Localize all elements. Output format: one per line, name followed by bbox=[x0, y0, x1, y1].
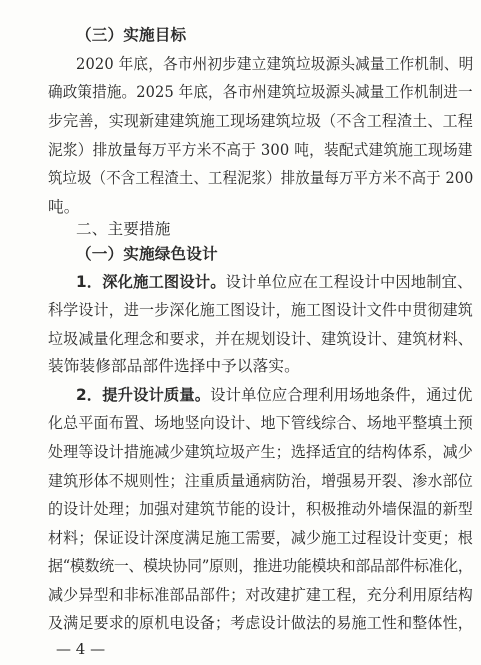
item-first-line bbox=[76, 386, 473, 404]
paragraph-line: 确政策措施。2025 年底，各市州建筑垃圾源头减量工作机制进一 bbox=[48, 83, 473, 101]
item-first-line bbox=[76, 273, 473, 291]
section-heading-implementation-goals: （三）实施目标 bbox=[76, 26, 187, 44]
part-heading-main-measures: 二、主要措施 bbox=[76, 220, 171, 239]
paragraph-line: 吨。 bbox=[48, 197, 80, 216]
paragraph-line: 材料；保证设计深度满足施工需要，减少施工过程设计变更；根 bbox=[48, 528, 473, 547]
paragraph-line: 垃圾减量化理念和要求，并在规划设计、建筑设计、建筑材料、 bbox=[48, 329, 473, 348]
item-lead-improve-design-quality: 2．提升设计质量。 bbox=[76, 385, 211, 404]
paragraph-line: 处理等设计措施减少建筑垃圾产生；选择适宜的结构体系，减少 bbox=[48, 442, 473, 461]
item-lead-deepen-drawing-design: 1．深化施工图设计。 bbox=[76, 272, 226, 291]
paragraph-line: 步完善，实现新建建筑施工现场建筑垃圾（不含工程渣土、工程 bbox=[48, 112, 473, 131]
paragraph-line: 筑垃圾（不含工程渣土、工程泥浆）排放量每万平方米不高于 200 bbox=[48, 169, 474, 188]
paragraph-line: 据“模数统一、模块协同”原则，推进功能模块和部品部件标准化， bbox=[48, 557, 473, 575]
paragraph-line: 减少异型和非标准部品部件；对改建扩建工程，充分利用原结构 bbox=[48, 585, 473, 604]
paragraph-line: 科学设计，进一步深化施工图设计，施工图设计文件中贯彻建筑 bbox=[48, 301, 473, 320]
paragraph-line: 装饰装修部品部件选择中予以落实。 bbox=[48, 357, 300, 376]
paragraph-line: 泥浆）排放量每万平方米不高于 300 吨，装配式建筑施工现场建 bbox=[48, 140, 473, 159]
paragraph-line: 建筑形体不规则性；注重质量通病防治，增强易开裂、渗水部位 bbox=[48, 471, 473, 490]
item-text: 设计单位应在工程设计中因地制宜、 bbox=[225, 272, 473, 291]
item-text: 设计单位应合理利用场地条件，通过优 bbox=[210, 385, 473, 404]
page-number: — 4 — bbox=[56, 640, 106, 658]
paragraph-line: 的设计处理；加强对建筑节能的设计，积极推动外墙保温的新型 bbox=[48, 500, 473, 518]
paragraph-line: 化总平面布置、场地竖向设计、地下管线综合、场地平整填土预 bbox=[48, 414, 473, 433]
paragraph-line: 及满足要求的原机电设备；考虑设计做法的易施工性和整体性， bbox=[48, 614, 473, 632]
paragraph-line: 2020 年底，各市州初步建立建筑垃圾源头减量工作机制、明 bbox=[76, 54, 474, 73]
subsection-heading-green-design: （一）实施绿色设计 bbox=[76, 245, 218, 264]
